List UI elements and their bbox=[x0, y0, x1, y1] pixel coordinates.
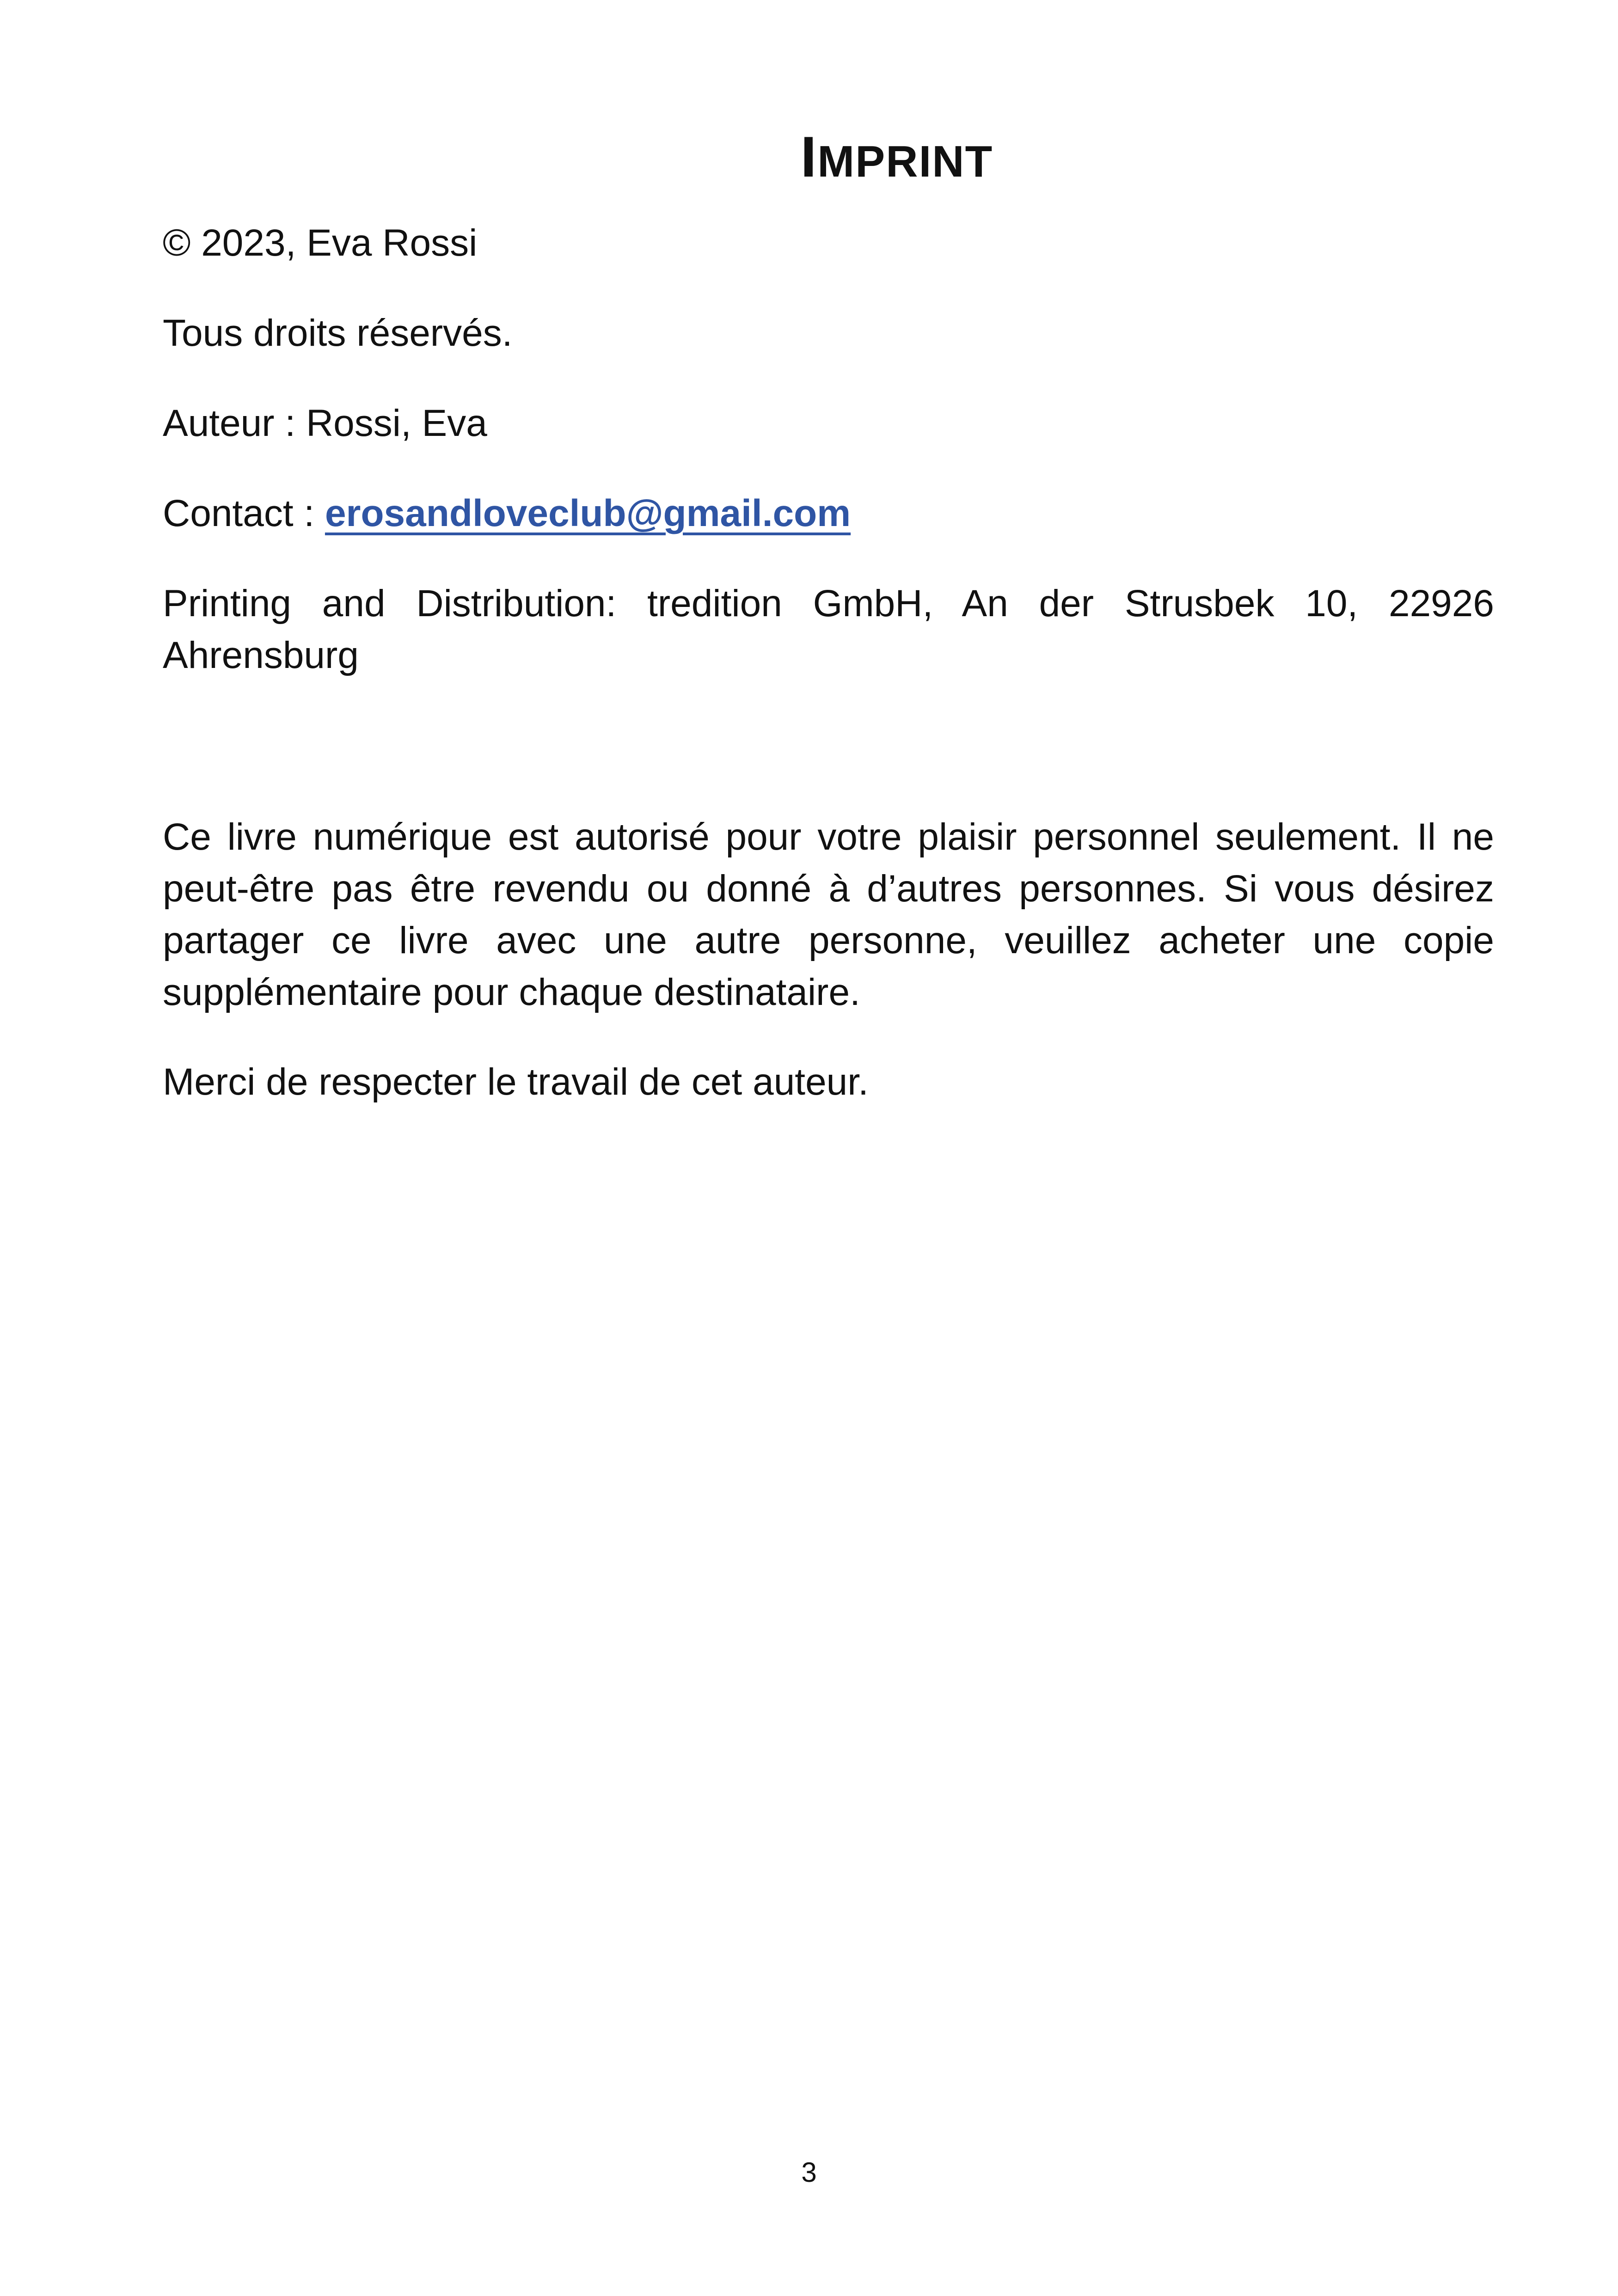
copyright-line: © 2023, Eva Rossi bbox=[163, 222, 478, 264]
title-initial: I bbox=[800, 125, 818, 189]
page-title bbox=[735, 125, 1059, 194]
title-rest: MPRINT bbox=[817, 137, 993, 186]
rights-line: Tous droits réservés. bbox=[163, 312, 513, 354]
thanks-line: Merci de respecter le travail de cet auteur. bbox=[163, 1061, 869, 1103]
page-number: 3 bbox=[801, 2157, 817, 2188]
printing-paragraph: Printing and Distribution: tredition GmbH, An der Strusbek 10, 22926 Ahrensburg bbox=[163, 582, 1494, 676]
contact-email-link[interactable]: erosandloveclub@gmail.com bbox=[325, 492, 851, 534]
contact-label: Contact : bbox=[163, 492, 325, 534]
license-paragraph: Ce livre numérique est autorisé pour votre plaisir personnel seulement. Il ne peut-être pas être revendu ou donné à d’autres personnes. Si vous désirez partager ce livre avec une autre personne, veuillez acheter une copie supplémentaire pour chaque destinataire. bbox=[163, 816, 1494, 1013]
author-line: Auteur : Rossi, Eva bbox=[163, 402, 487, 444]
contact-line bbox=[163, 488, 1494, 539]
